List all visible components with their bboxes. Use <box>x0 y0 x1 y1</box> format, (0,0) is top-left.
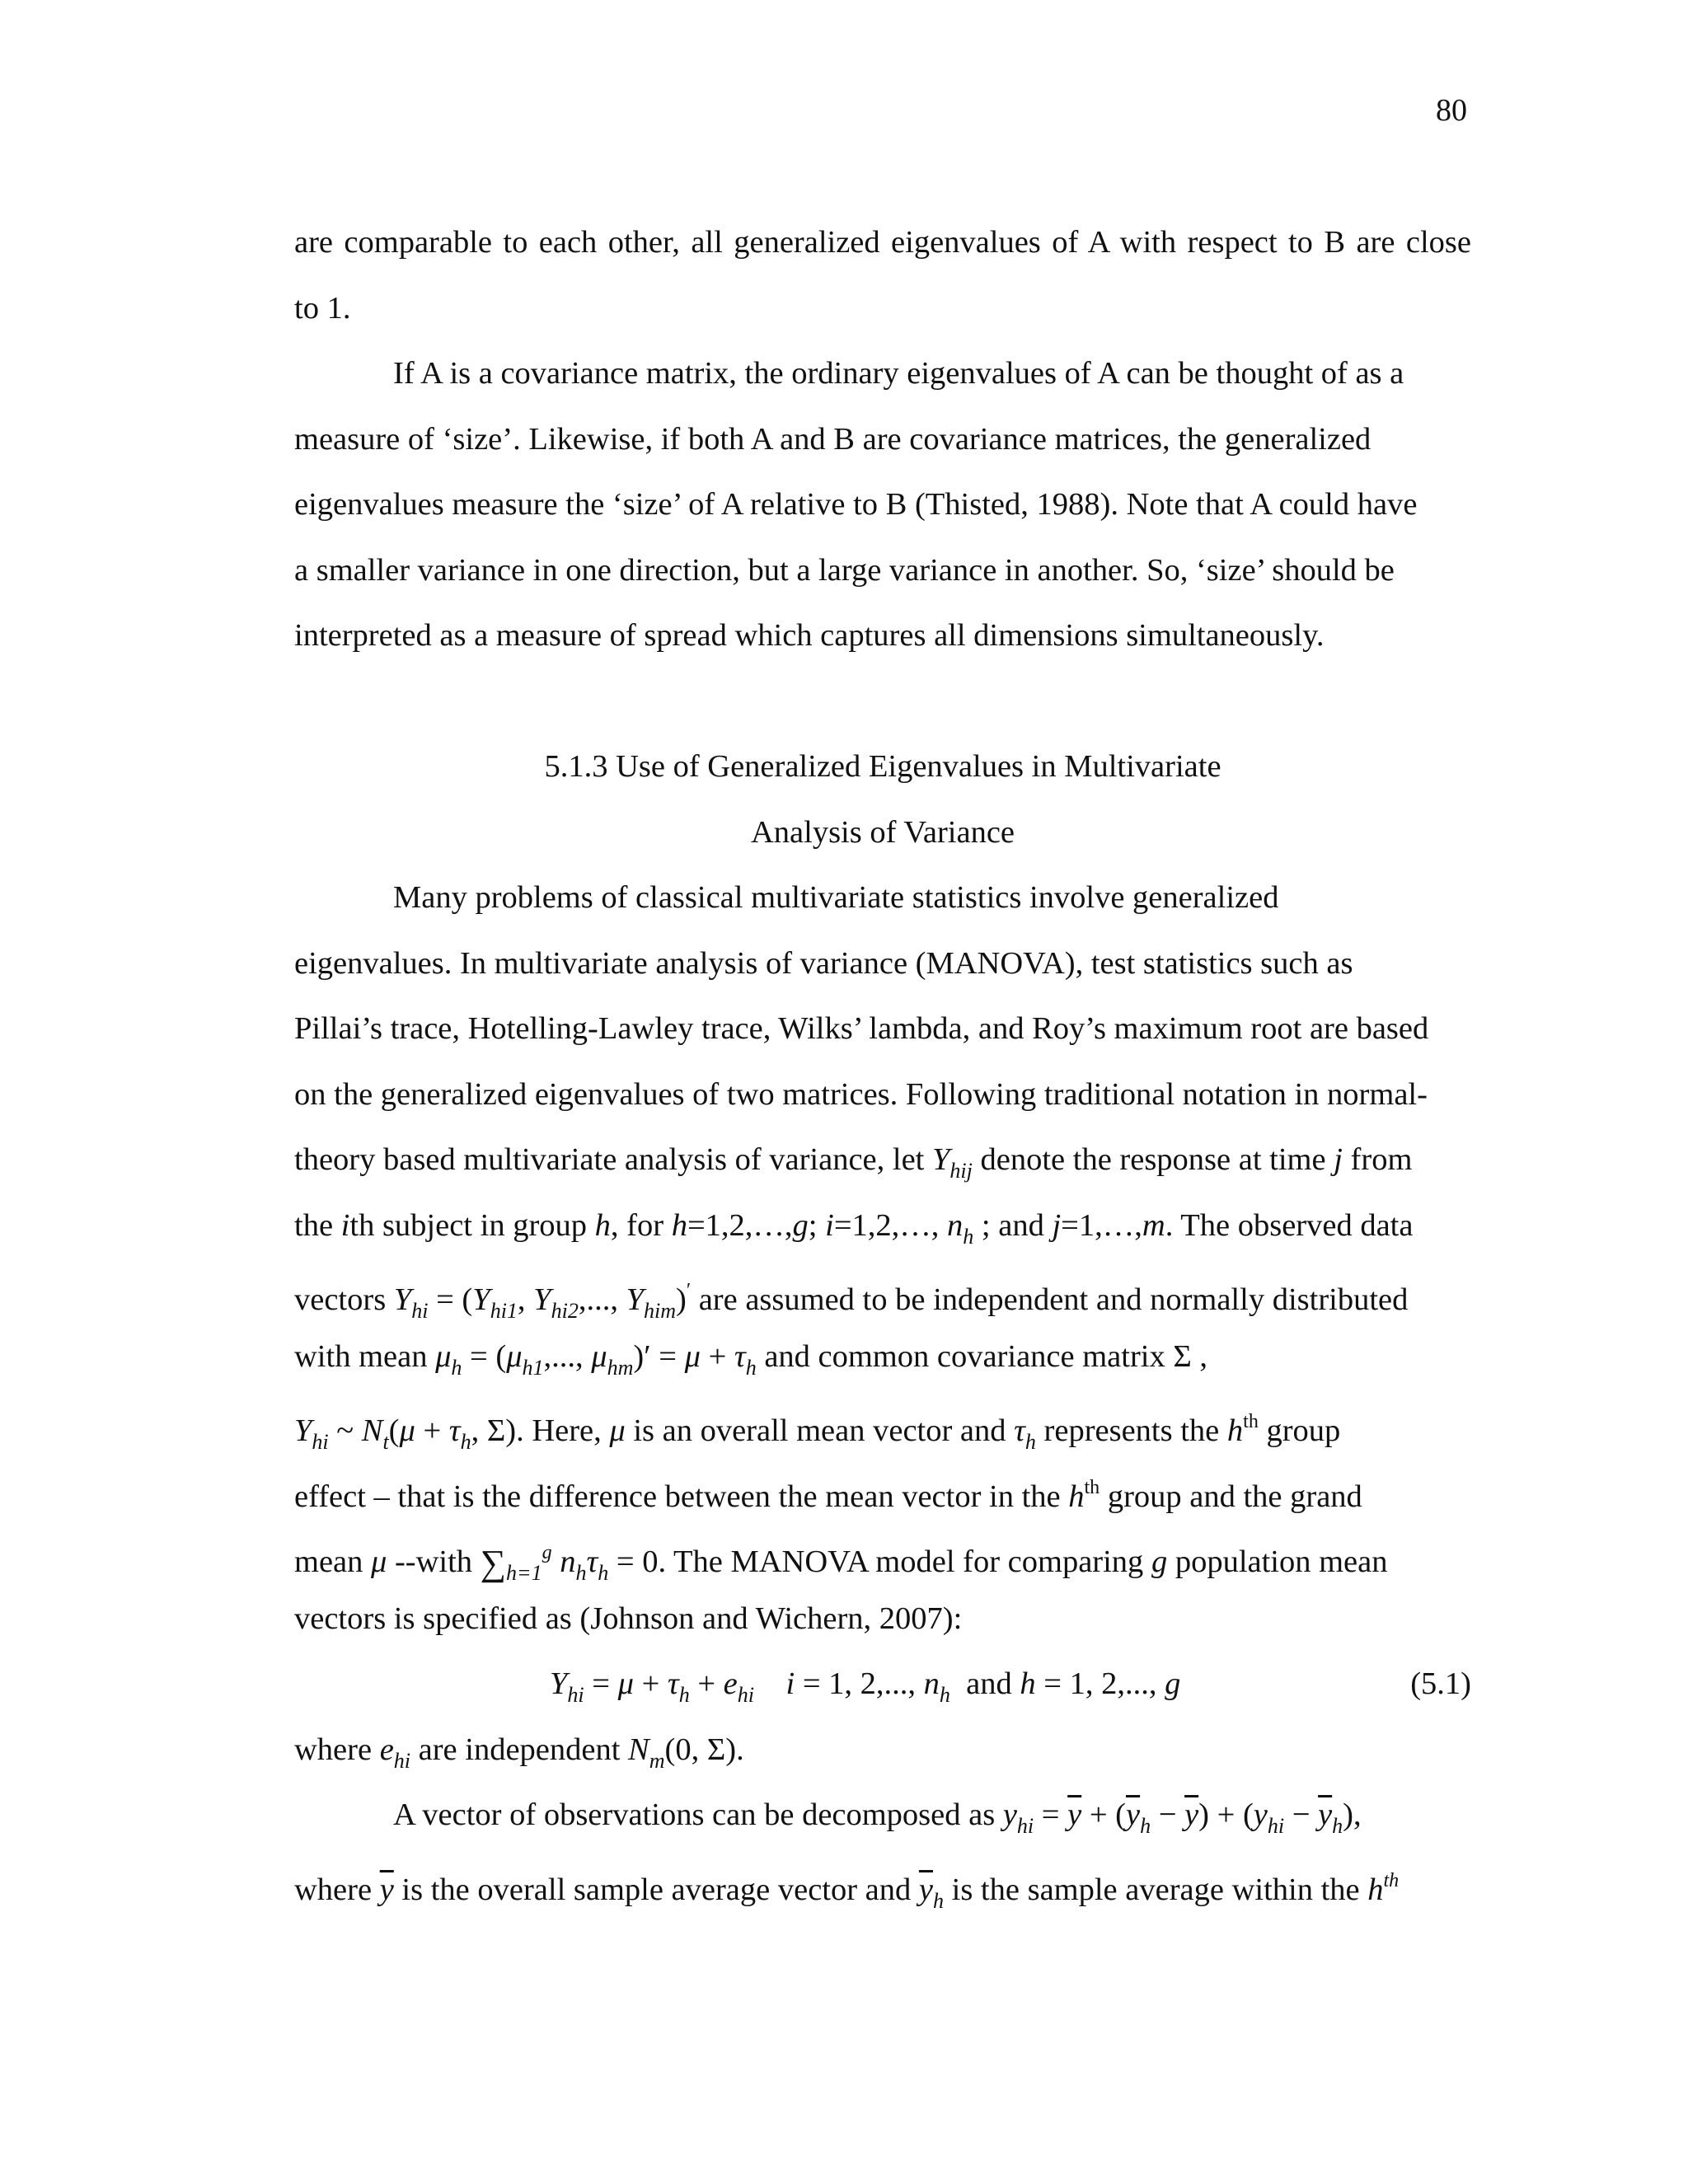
text: mean <box>294 1544 371 1579</box>
para5-line1: A vector of observations can be decomposed as $y_{hi} = \overline{y} + (\overline{y}_h - \overline{y}) + (y_{hi} - \overline{y}_h)$, <box>393 1797 1362 1838</box>
section-heading-line2: Analysis of Variance <box>750 814 1015 850</box>
text: from <box>1342 1142 1413 1177</box>
body-text <box>294 210 1471 1914</box>
text: are assumed to be independent and normally distributed <box>691 1282 1409 1317</box>
text: represents the <box>1035 1413 1227 1448</box>
equation-number: (5.1) <box>1410 1666 1471 1701</box>
text: . Here, <box>516 1413 610 1448</box>
para2-line4: a smaller variance in one direction, but a large variance in another. So, ‘size’ should be <box>294 552 1395 588</box>
text: . The MANOVA model for comparing <box>658 1544 1151 1579</box>
math-mu-h: $\mu_h = (\mu_{h1}$,..., $\mu_{hm})' = \mu + \tau_h$ <box>435 1338 757 1380</box>
para4-line1: where $e_{hi}$ are independent $N_m(0$, Σ). <box>294 1732 744 1773</box>
para3-line10: effect – that is the difference between the mean vector in the $h^{th}$ group and the grand <box>294 1476 1362 1514</box>
text: and <box>966 1666 1012 1701</box>
para3-line5: theory based multivariate analysis of variance, let $Y_{hij}$ denote the response at time j from <box>294 1142 1413 1183</box>
text: theory based multivariate analysis of variance, let <box>294 1142 932 1177</box>
para2-line5: interpreted as a measure of spread which captures all dimensions simultaneously. <box>294 618 1325 653</box>
text: where <box>294 1872 380 1907</box>
math-decomposition: $y_{hi} = \overline{y} + (\overline{y}_h - \overline{y}) + (y_{hi} - \overline{y}_h)$ <box>1002 1797 1353 1838</box>
equation-body: $Y_{hi} = \mu + \tau_h + e_{hi}$ i = 1, 2,..., $n_h$ and h = 1, 2,..., g <box>550 1666 1181 1707</box>
para2-line1: If A is a covariance matrix, the ordinary eigenvalues of A can be thought of as a <box>393 356 1404 391</box>
para3-line8: with mean $\mu_h = (\mu_{h1}$,..., $\mu_{hm})' = \mu + \tau_h$ and common covariance matrix Σ , <box>294 1338 1208 1380</box>
para1-line2: to 1. <box>294 290 351 326</box>
para1-line1: are comparable to each other, all generalized eigenvalues of A with respect to B are close <box>294 225 1471 260</box>
text: denote the response at time <box>972 1142 1334 1177</box>
para3-line6: the ith subject in group h, for h=1,2,…,g; i=1,2,…, $n_h$ ; and j=1,…,m. The observed data <box>294 1207 1414 1249</box>
section-heading-line1: 5.1.3 Use of Generalized Eigenvalues in Multivariate <box>544 749 1221 784</box>
text: and common covariance matrix <box>756 1338 1174 1374</box>
text: population mean <box>1167 1544 1388 1579</box>
text: A vector of observations can be decomposed as <box>393 1797 1003 1832</box>
para3-line1: Many problems of classical multivariate statistics involve generalized <box>393 880 1279 915</box>
text: , for <box>610 1207 672 1243</box>
math-distribution: $Y_{hi}$ ~ $N_t(\mu + \tau_h$, Σ) <box>294 1413 517 1454</box>
para3-line4: on the generalized eigenvalues of two matrices. Following traditional notation in normal- <box>294 1076 1428 1112</box>
math-Yhi-vector: $Y_{hi} = (Y_{hi1}$, $Y_{hi2}$,..., $Y_{him})'$ <box>393 1280 692 1323</box>
text: ; and <box>973 1207 1053 1243</box>
text: is the sample average within the <box>944 1872 1368 1907</box>
text: =1,2,…, <box>833 1207 948 1243</box>
para3-line2: eigenvalues. In multivariate analysis of variance (MANOVA), test statistics such as <box>294 945 1353 981</box>
text: =1,2,…, <box>687 1207 793 1243</box>
para5-line2: where $\overline{y}$ is the overall sample average vector and $\overline{y}_h$ is the sample average within the $h^{th}$ <box>294 1869 1400 1913</box>
para3-line9: $Y_{hi}$ ~ $N_t(\mu + \tau_h$, Σ). Here, μ is an overall mean vector and $\tau_h$ represents the $h^{th}$ group <box>294 1411 1341 1454</box>
para2-line3: eigenvalues measure the ‘size’ of A relative to B (Thisted, 1988). Note that A could have <box>294 487 1418 522</box>
text: ; <box>808 1207 826 1243</box>
text: where <box>294 1732 380 1767</box>
para2-line2: measure of ‘size’. Likewise, if both A and B are covariance matrices, the generalized <box>294 421 1372 457</box>
text: the <box>294 1207 341 1243</box>
para3-line12: vectors is specified as (Johnson and Wichern, 2007): <box>294 1601 963 1636</box>
text: is an overall mean vector and <box>625 1413 1015 1448</box>
para3-line7 <box>294 1258 1471 1324</box>
text: . The observed data <box>1165 1207 1414 1243</box>
text: are independent <box>410 1732 629 1767</box>
text: is the overall sample average vector and <box>393 1872 919 1907</box>
text: th subject in group <box>349 1207 595 1243</box>
text: group <box>1258 1413 1341 1448</box>
equation-5-1 <box>294 1652 1471 1718</box>
text: =1,…, <box>1061 1207 1142 1243</box>
text: with mean <box>294 1338 436 1374</box>
text: --with <box>387 1544 481 1579</box>
text: group and the grand <box>1100 1479 1362 1514</box>
text: vectors <box>294 1282 394 1317</box>
para3-line3: Pillai’s trace, Hotelling-Lawley trace, Wilks’ lambda, and Roy’s maximum root are based <box>294 1011 1429 1046</box>
page-number: 80 <box>1436 93 1467 128</box>
math-sum-constraint: $\sum_{h=1}^g$ $n_h\tau_h = 0$ <box>480 1542 659 1585</box>
math-Yhij: $Y_{hij}$ <box>932 1142 973 1183</box>
text: effect – that is the difference between the mean vector in the <box>294 1479 1069 1514</box>
para3-line11: mean μ --with $\sum_{h=1}^g$ $n_h\tau_h = 0$. The MANOVA model for comparing g population mean <box>294 1542 1388 1585</box>
